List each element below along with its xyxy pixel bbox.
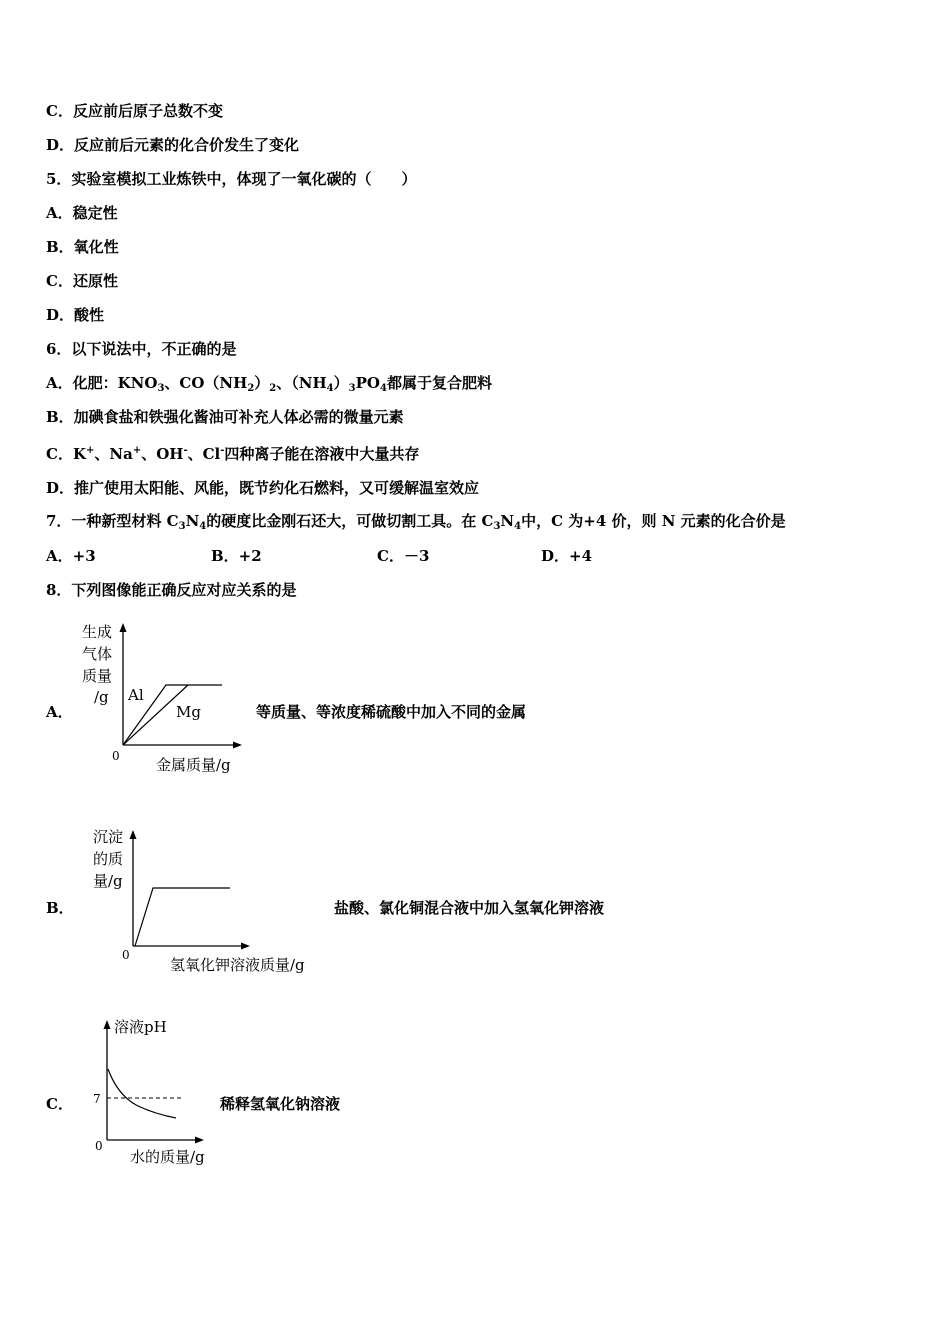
q6-option-d: D．推广使用太阳能、风能，既节约化石燃料，又可缓解温室效应 xyxy=(46,479,480,497)
q7-option-b: B．+2 xyxy=(211,547,262,565)
question-8: 8．下列图像能正确反应对应关系的是 xyxy=(46,581,297,599)
graph-b-origin: 0 xyxy=(122,948,130,962)
question-7: 7．一种新型材料 $C_3N_4$的硬度比金刚石还大，可做切割工具。在 $C_3N_4$中，C 为+4 价，则 N 元素的化合价是 xyxy=(46,512,786,532)
graph-b-precipitate-line xyxy=(135,888,230,946)
graph-b-x-label: 氢氧化钾溶液质量/g xyxy=(170,956,305,974)
q7-option-d: D．+4 xyxy=(541,547,593,565)
graph-a-origin: 0 xyxy=(112,749,120,763)
graph-a-series-al: Al xyxy=(128,686,144,704)
question-6: 6．以下说法中，不正确的是 xyxy=(46,340,237,358)
graph-a-description: 等质量、等浓度稀硫酸中加入不同的金属 xyxy=(256,703,527,721)
graph-c-x-label: 水的质量/g xyxy=(130,1148,205,1166)
graph-c-x-arrow xyxy=(195,1137,204,1144)
graph-b-y-label-3: 量/g xyxy=(93,872,123,890)
graph-a-y-arrow xyxy=(120,623,127,632)
graph-a-x-arrow xyxy=(233,742,242,749)
graph-a xyxy=(70,615,260,780)
graph-a-y-label-1: 生成 xyxy=(82,623,113,641)
graph-b xyxy=(80,818,340,978)
graph-c-label: C． xyxy=(46,1095,73,1113)
graph-b-y-label-2: 的质 xyxy=(93,850,124,868)
graph-a-y-label-3: 质量 xyxy=(82,667,113,685)
graph-c-ph-curve xyxy=(108,1069,176,1118)
graph-c-origin: 0 xyxy=(95,1139,103,1153)
graph-c-tick-7: 7 xyxy=(93,1092,101,1106)
graph-a-x-label: 金属质量/g xyxy=(156,756,231,774)
q7-option-a: A．+3 xyxy=(46,547,96,565)
graph-c-y-arrow xyxy=(104,1020,111,1029)
graph-c xyxy=(80,1012,230,1172)
graph-b-y-label-1: 沉淀 xyxy=(93,828,124,846)
graph-a-series-mg: Mg xyxy=(176,703,201,721)
graph-a-y-label-4: /g xyxy=(94,688,109,706)
option-c-atoms: C．反应前后原子总数不变 xyxy=(46,102,223,120)
graph-b-description: 盐酸、氯化铜混合液中加入氢氧化钾溶液 xyxy=(334,899,605,917)
graph-b-x-arrow xyxy=(241,943,250,950)
q5-option-d: D．酸性 xyxy=(46,306,105,324)
option-d-valence: D．反应前后元素的化合价发生了变化 xyxy=(46,136,300,154)
graph-b-y-arrow xyxy=(130,830,137,839)
graph-a-y-label-2: 气体 xyxy=(82,645,113,663)
graph-a-label: A． xyxy=(46,703,73,721)
q6-option-b: B．加碘食盐和铁强化酱油可补充人体必需的微量元素 xyxy=(46,408,404,426)
q5-option-a: A．稳定性 xyxy=(46,204,118,222)
q7-option-c: C．－3 xyxy=(377,547,430,565)
q5-option-c: C．还原性 xyxy=(46,272,118,290)
graph-c-description: 稀释氢氧化钠溶液 xyxy=(220,1095,341,1113)
q6-option-a: A．化肥：$KNO_3$、$CO(NH_2)_2$、$(NH_4)_3PO_4$都属于复合肥料 xyxy=(46,374,492,394)
question-5: 5．实验室模拟工业炼铁中，体现了一氧化碳的（ ） xyxy=(46,170,417,188)
q5-option-b: B．氧化性 xyxy=(46,238,119,256)
graph-c-y-label: 溶液pH xyxy=(114,1018,167,1036)
graph-b-label: B． xyxy=(46,899,74,917)
q6-option-c: C．K+、Na+、OH-、Cl-四种离子能在溶液中大量共存 xyxy=(46,445,420,463)
